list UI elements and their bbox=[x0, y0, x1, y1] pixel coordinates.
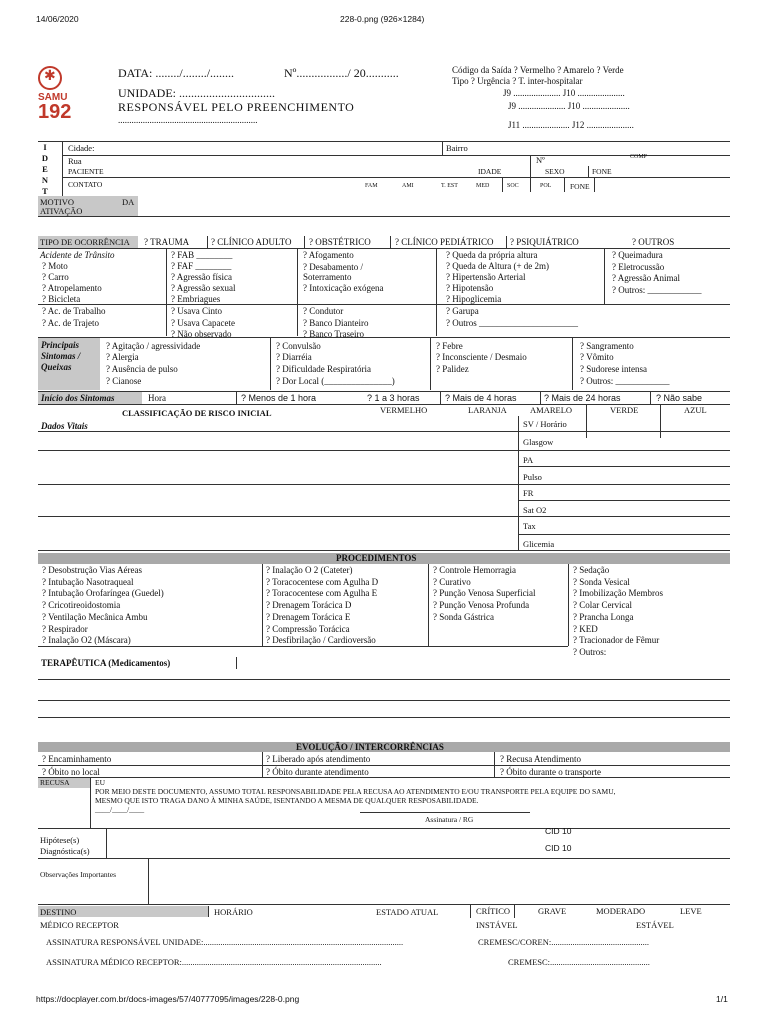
idade-label: IDADE bbox=[478, 167, 502, 176]
recusa-data[interactable]: ____/____/____ bbox=[95, 805, 145, 814]
occ-hipoglicemia[interactable]: ? Hipoglicemia bbox=[446, 294, 502, 304]
tipo-obstetrico[interactable]: ? OBSTÉTRICO bbox=[309, 237, 371, 247]
assinatura-unidade[interactable]: ASSINATURA RESPONSÁVEL UNIDADE:.............................................................................................. bbox=[46, 937, 404, 947]
sint-dor-local[interactable]: ? Dor Local (_______________) bbox=[276, 376, 395, 386]
occ-outros[interactable]: ? Outros ______________________ bbox=[446, 318, 578, 328]
occ-ac-trajeto[interactable]: ? Ac. de Trajeto bbox=[42, 318, 99, 328]
numero-field[interactable]: Nº................./ 20........... bbox=[284, 66, 399, 80]
occ-nao-observado[interactable]: ? Não observado bbox=[171, 329, 232, 339]
proc-desobstrucao[interactable]: ? Desobstrução Vias Aéreas bbox=[42, 565, 143, 575]
proc-intubacao-oro[interactable]: ? Intubação Orofaríngea (Guedel) bbox=[42, 588, 164, 598]
recusa-eu: EU bbox=[95, 778, 105, 787]
evol-obito-atendimento[interactable]: ? Óbito durante atendimento bbox=[266, 767, 369, 777]
dados-vitais-label: Dados Vitais bbox=[41, 421, 88, 431]
occ-hipotensao[interactable]: ? Hipotensão bbox=[446, 283, 494, 293]
hipotese-label: Hipótese(s) bbox=[40, 835, 80, 845]
occ-outros-2[interactable]: ? Outros: ____________ bbox=[612, 285, 702, 295]
tipo-clinico-adulto[interactable]: ? CLÍNICO ADULTO bbox=[211, 237, 292, 247]
vital-pa: PA bbox=[523, 455, 534, 465]
occ-banco-dianteiro[interactable]: ? Banco Dianteiro bbox=[303, 318, 369, 328]
occ-intoxicacao[interactable]: ? Intoxicação exógena bbox=[303, 283, 384, 293]
proc-colar-cervical[interactable]: ? Colar Cervical bbox=[573, 600, 632, 610]
responsavel-line[interactable]: .............................................................. bbox=[118, 115, 258, 125]
sintomas-label: Principais Sintomas / Queixas bbox=[41, 340, 81, 372]
occ-banco-traseiro[interactable]: ? Banco Traseiro bbox=[303, 329, 364, 339]
proc-sonda-vesical[interactable]: ? Sonda Vesical bbox=[573, 577, 630, 587]
estado-grave[interactable]: GRAVE bbox=[538, 906, 567, 916]
proc-toracocentese-e[interactable]: ? Toracocentese com Agulha E bbox=[266, 588, 378, 598]
proc-intubacao-naso[interactable]: ? Intubação Nasotraqueal bbox=[42, 577, 134, 587]
occ-queda-propria-altura[interactable]: ? Queda da própria altura bbox=[446, 250, 538, 260]
sint-outros[interactable]: ? Outros: ____________ bbox=[580, 376, 670, 386]
sint-vomito[interactable]: ? Vômito bbox=[580, 352, 614, 362]
assinatura-medico[interactable]: ASSINATURA MÉDICO RECEPTOR:.............................................................................................. bbox=[46, 957, 382, 967]
occ-agressao-fisica[interactable]: ? Agressão física bbox=[171, 272, 232, 282]
occ-atropelamento[interactable]: ? Atropelamento bbox=[42, 283, 102, 293]
evol-recusa-atendimento[interactable]: ? Recusa Atendimento bbox=[500, 754, 581, 764]
proc-prancha-longa[interactable]: ? Prancha Longa bbox=[573, 612, 634, 622]
fone-label: FONE bbox=[592, 167, 612, 176]
j9-j10-second[interactable]: J9 ..................... J10 ..................... bbox=[508, 101, 630, 111]
proc-ked[interactable]: ? KED bbox=[573, 624, 598, 634]
risco-verde[interactable]: VERDE bbox=[610, 405, 639, 415]
numero-label: Nº bbox=[536, 155, 545, 165]
occ-queda-altura[interactable]: ? Queda de Altura (+ de 2m) bbox=[446, 261, 550, 271]
risco-amarelo[interactable]: AMARELO bbox=[530, 405, 573, 415]
sexo-label: SEXO bbox=[545, 167, 565, 176]
sint-dificuldade-respiratoria[interactable]: ? Dificuldade Respiratória bbox=[276, 364, 371, 374]
occ-embriagues[interactable]: ? Embriagues bbox=[171, 294, 221, 304]
proc-tracionador-femur[interactable]: ? Tracionador de Fêmur bbox=[573, 635, 660, 645]
cidade-label: Cidade: bbox=[68, 143, 95, 153]
col-test: T. EST bbox=[441, 183, 458, 189]
vital-sat-o2: Sat O2 bbox=[523, 505, 547, 515]
evol-encaminhamento[interactable]: ? Encaminhamento bbox=[42, 754, 112, 764]
evol-obito-transporte[interactable]: ? Óbito durante o transporte bbox=[500, 767, 601, 777]
inicio-mais-24h[interactable]: ? Mais de 24 horas bbox=[544, 393, 621, 403]
vital-tax: Tax bbox=[523, 521, 536, 531]
inicio-menos-1h[interactable]: ? Menos de 1 hora bbox=[241, 393, 317, 403]
star-icon: ✱ bbox=[44, 69, 56, 84]
occ-hipertensao[interactable]: ? Hipertensão Arterial bbox=[446, 272, 526, 282]
occ-desabamento[interactable]: ? Desabamento / bbox=[303, 262, 363, 272]
proc-compressao-toracica[interactable]: ? Compressão Torácica bbox=[266, 624, 350, 634]
occ-eletrocussao[interactable]: ? Eletrocussão bbox=[612, 262, 665, 272]
paciente-label: PACIENTE bbox=[68, 167, 104, 176]
tipo-saida[interactable]: Tipo ? Urgência ? T. inter-hospitalar bbox=[452, 76, 583, 86]
bairro-label: Bairro bbox=[446, 143, 468, 153]
proc-outros[interactable]: ? Outros: bbox=[573, 647, 607, 657]
motivo-label: MOTIVO bbox=[40, 197, 74, 207]
sint-palidez[interactable]: ? Palidez bbox=[436, 364, 469, 374]
proc-inalacao-mascara[interactable]: ? Inalação O2 (Máscara) bbox=[42, 635, 131, 645]
estado-atual-label: ESTADO ATUAL bbox=[376, 907, 439, 917]
sint-ausencia-pulso[interactable]: ? Ausência de pulso bbox=[106, 364, 178, 374]
proc-desfibrilacao[interactable]: ? Desfibrilação / Cardioversão bbox=[266, 635, 376, 645]
cid10-1[interactable]: CID 10 bbox=[545, 826, 572, 836]
proc-ventilacao-ambu[interactable]: ? Ventilação Mecânica Ambu bbox=[42, 612, 148, 622]
terapeutica-label: TERAPÊUTICA (Medicamentos) bbox=[41, 658, 171, 668]
sint-cianose[interactable]: ? Cianose bbox=[106, 376, 142, 386]
proc-puncao-superficial[interactable]: ? Punção Venosa Superficial bbox=[433, 588, 536, 598]
occ-usava-cinto[interactable]: ? Usava Cinto bbox=[171, 306, 222, 316]
j9-j10-first[interactable]: J9 ..................... J10 ..................... bbox=[503, 88, 625, 98]
proc-sonda-gastrica[interactable]: ? Sonda Gástrica bbox=[433, 612, 494, 622]
estado-estavel[interactable]: ESTÁVEL bbox=[636, 920, 674, 930]
recusa-termo-1: POR MEIO DESTE DOCUMENTO, ASSUMO TOTAL RESPONSABILIDADE PELA RECUSA AO ATENDIMENTO E/OU TRANSPORTE PELA EQUIPE DO SAMU, bbox=[95, 787, 616, 796]
cremesc[interactable]: CREMESC:............................................... bbox=[508, 957, 650, 967]
estado-moderado[interactable]: MODERADO bbox=[596, 906, 646, 916]
col-pol: POL bbox=[540, 183, 552, 189]
proc-drenagem-d[interactable]: ? Drenagem Torácica D bbox=[266, 600, 352, 610]
proc-controle-hemorragia[interactable]: ? Controle Hemorragia bbox=[433, 565, 516, 575]
sint-agitacao[interactable]: ? Agitação / agressividade bbox=[106, 341, 201, 351]
col-fone: FONE bbox=[570, 182, 590, 191]
sint-diarreia[interactable]: ? Diarréia bbox=[276, 352, 312, 362]
print-title: 228-0.png (926×1284) bbox=[340, 14, 425, 24]
proc-imobilizacao[interactable]: ? Imobilização Membros bbox=[573, 588, 663, 598]
observacoes-label: Observações Importantes bbox=[40, 870, 117, 879]
rua-label: Rua bbox=[68, 156, 82, 166]
acidente-transito-label: Acidente de Trânsito bbox=[40, 250, 115, 260]
j11-j12[interactable]: J11 ..................... J12 ..................... bbox=[508, 120, 634, 130]
tipo-outros[interactable]: ? OUTROS bbox=[632, 237, 675, 247]
proc-cricotireoidostomia[interactable]: ? Cricotireoidostomia bbox=[42, 600, 121, 610]
occ-moto[interactable]: ? Moto bbox=[42, 261, 68, 271]
ativacao-label: ATIVAÇÃO bbox=[40, 206, 83, 216]
print-date: 14/06/2020 bbox=[36, 14, 79, 24]
occ-carro[interactable]: ? Carro bbox=[42, 272, 69, 282]
occ-bicicleta[interactable]: ? Bicicleta bbox=[42, 294, 81, 304]
occ-condutor[interactable]: ? Condutor bbox=[303, 306, 344, 316]
occ-fab[interactable]: ? FAB ________ bbox=[171, 250, 233, 260]
sint-sangramento[interactable]: ? Sangramento bbox=[580, 341, 634, 351]
tipo-clinico-pediatrico[interactable]: ? CLÍNICO PEDIÁTRICO bbox=[395, 237, 494, 247]
tipo-trauma[interactable]: ? TRAUMA bbox=[144, 237, 190, 247]
cid10-2[interactable]: CID 10 bbox=[545, 843, 572, 853]
print-url: https://docplayer.com.br/docs-images/57/40777095/images/228-0.png bbox=[36, 994, 300, 1004]
col-soc: SOC bbox=[507, 183, 519, 189]
evolucao-title: EVOLUÇÃO / INTERCORRÊNCIAS bbox=[296, 742, 444, 752]
estado-leve[interactable]: LEVE bbox=[680, 906, 702, 916]
col-ami: AMI bbox=[402, 183, 414, 189]
classificacao-risco-title: CLASSIFICAÇÃO DE RISCO INICIAL bbox=[122, 408, 272, 418]
sv-horario-label: SV / Horário bbox=[523, 419, 567, 429]
assinatura-rg: Assinatura / RG bbox=[425, 815, 474, 824]
risco-azul[interactable]: AZUL bbox=[684, 405, 707, 415]
occ-agressao-sexual[interactable]: ? Agressão sexual bbox=[171, 283, 236, 293]
comp-label: COMP bbox=[630, 154, 648, 160]
print-page: 1/1 bbox=[716, 994, 728, 1004]
sint-sudorese[interactable]: ? Sudorese intensa bbox=[580, 364, 647, 374]
proc-sedacao[interactable]: ? Sedação bbox=[573, 565, 610, 575]
occ-soterramento: Soterramento bbox=[303, 272, 352, 282]
proc-inalacao-cateter[interactable]: ? Inalação O 2 (Cateter) bbox=[266, 565, 353, 575]
tipo-psiquiatrico[interactable]: ? PSIQUIÁTRICO bbox=[510, 237, 579, 247]
estado-instavel[interactable]: INSTÁVEL bbox=[476, 920, 518, 930]
col-fam: FAM bbox=[365, 183, 378, 189]
sint-febre[interactable]: ? Febre bbox=[436, 341, 463, 351]
proc-curativo[interactable]: ? Curativo bbox=[433, 577, 471, 587]
responsavel-label: RESPONSÁVEL PELO PREENCHIMENTO bbox=[118, 100, 355, 114]
occ-faf[interactable]: ? FAF ________ bbox=[171, 261, 232, 271]
occ-afogamento[interactable]: ? Afogamento bbox=[303, 250, 354, 260]
ident-vertical-label: I D E N T bbox=[41, 142, 49, 196]
unidade-field[interactable]: UNIDADE: ................................ bbox=[118, 86, 275, 100]
da-label: DA bbox=[122, 197, 135, 207]
recusa-termo-2: MESMO QUE ISTO TRAGA DANO À MINHA SAÚDE, ISENTANDO A MESMA DE QUALQUER RESPOSABILIDADE. bbox=[95, 796, 479, 805]
estado-critico[interactable]: CRÍTICO bbox=[476, 906, 510, 916]
medico-receptor-label: MÉDICO RECEPTOR bbox=[40, 920, 119, 930]
inicio-mais-4h[interactable]: ? Mais de 4 horas bbox=[445, 393, 517, 403]
inicio-1-3h[interactable]: ? 1 a 3 horas bbox=[367, 393, 420, 403]
tipo-ocorrencia-label: TIPO DE OCORRÊNCIA bbox=[40, 237, 130, 247]
sint-inconsciente[interactable]: ? Inconsciente / Desmaio bbox=[436, 352, 527, 362]
cremesc-coren[interactable]: CREMESC/COREN:.............................................. bbox=[478, 937, 649, 947]
occ-garupa[interactable]: ? Garupa bbox=[446, 306, 479, 316]
contato-label: CONTATO bbox=[68, 180, 103, 189]
recusa-label: RECUSA bbox=[40, 778, 70, 787]
data-field[interactable]: DATA: ......../......../........ bbox=[118, 66, 235, 80]
diagnostica-label: Diagnóstica(s) bbox=[40, 846, 90, 856]
proc-respirador[interactable]: ? Respirador bbox=[42, 624, 88, 634]
evol-obito-local[interactable]: ? Óbito no local bbox=[42, 767, 100, 777]
destino-label: DESTINO bbox=[40, 907, 77, 917]
sint-alergia[interactable]: ? Alergia bbox=[106, 352, 139, 362]
evol-liberado[interactable]: ? Liberado após atendimento bbox=[266, 754, 371, 764]
col-med: MED bbox=[476, 183, 490, 189]
risco-vermelho[interactable]: VERMELHO bbox=[380, 405, 428, 415]
vital-glicemia: Glicemia bbox=[523, 539, 555, 549]
proc-puncao-profunda[interactable]: ? Punção Venosa Profunda bbox=[433, 600, 530, 610]
risco-laranja[interactable]: LARANJA bbox=[468, 405, 507, 415]
occ-usava-capacete[interactable]: ? Usava Capacete bbox=[171, 318, 235, 328]
occ-queimadura[interactable]: ? Queimadura bbox=[612, 250, 663, 260]
procedimentos-title: PROCEDIMENTOS bbox=[336, 553, 417, 563]
sint-convulsao[interactable]: ? Convulsão bbox=[276, 341, 321, 351]
proc-toracocentese-d[interactable]: ? Toracocentese com Agulha D bbox=[266, 577, 379, 587]
inicio-sintomas-label: Início dos Sintomas bbox=[41, 393, 115, 403]
occ-ac-trabalho[interactable]: ? Ac. de Trabalho bbox=[42, 306, 106, 316]
inicio-hora: Hora bbox=[148, 393, 166, 403]
occ-agressao-animal[interactable]: ? Agressão Animal bbox=[612, 273, 680, 283]
vital-fr: FR bbox=[523, 488, 534, 498]
horario-label: HORÁRIO bbox=[214, 907, 253, 917]
proc-drenagem-e[interactable]: ? Drenagem Torácica E bbox=[266, 612, 351, 622]
inicio-nao-sabe[interactable]: ? Não sabe bbox=[656, 393, 703, 403]
vital-glasgow: Glasgow bbox=[523, 437, 554, 447]
codigo-saida[interactable]: Código da Saída ? Vermelho ? Amarelo ? Verde bbox=[452, 65, 624, 75]
vital-pulso: Pulso bbox=[523, 472, 542, 482]
